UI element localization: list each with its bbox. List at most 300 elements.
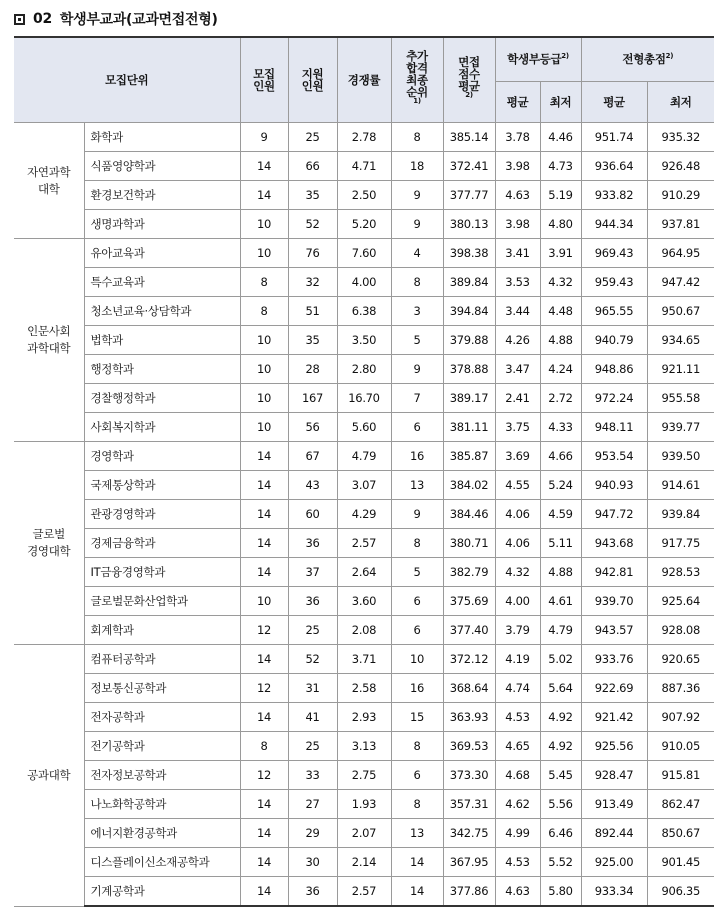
total-avg-cell: 933.34 [581, 877, 647, 907]
table-row [14, 210, 714, 239]
college-cell: 공과대학 [14, 645, 84, 907]
competition-rate-cell: 7.60 [337, 239, 391, 268]
competition-rate-cell: 4.00 [337, 268, 391, 297]
table-row [14, 587, 714, 616]
department-cell: 경영학과 [84, 442, 240, 471]
competition-rate-cell: 2.57 [337, 529, 391, 558]
quota-cell: 10 [240, 587, 288, 616]
interview-avg-cell: 381.11 [443, 413, 495, 442]
additional-rank-cell: 5 [391, 326, 443, 355]
total-avg-cell: 922.69 [581, 674, 647, 703]
header-additional-rank: 추가 합격 최종 순위 $^{1)}$ [391, 37, 443, 123]
total-min-cell: 914.61 [647, 471, 714, 500]
header-grade: 학생부등급$^{2)}$ [495, 37, 581, 82]
total-avg-cell: 943.68 [581, 529, 647, 558]
competition-rate-cell: 4.29 [337, 500, 391, 529]
competition-rate-cell: 3.50 [337, 326, 391, 355]
grade-avg-cell: 3.41 [495, 239, 540, 268]
competition-rate-cell: 5.60 [337, 413, 391, 442]
total-avg-cell: 913.49 [581, 790, 647, 819]
header-quota: 모집 인원 [240, 37, 288, 123]
grade-min-cell: 5.45 [540, 761, 581, 790]
grade-min-cell: 4.24 [540, 355, 581, 384]
interview-avg-cell: 380.71 [443, 529, 495, 558]
grade-min-cell: 6.46 [540, 819, 581, 848]
competition-rate-cell: 2.57 [337, 877, 391, 907]
department-cell: IT금융경영학과 [84, 558, 240, 587]
department-cell: 행정학과 [84, 355, 240, 384]
interview-avg-cell: 375.69 [443, 587, 495, 616]
additional-rank-cell: 14 [391, 877, 443, 907]
grade-min-cell: 5.19 [540, 181, 581, 210]
table-row [14, 877, 714, 907]
competition-rate-cell: 3.13 [337, 732, 391, 761]
applicants-cell: 37 [288, 558, 337, 587]
interview-avg-cell: 372.12 [443, 645, 495, 674]
total-avg-cell: 953.54 [581, 442, 647, 471]
department-cell: 에너지환경공학과 [84, 819, 240, 848]
interview-avg-cell: 385.14 [443, 123, 495, 152]
interview-avg-cell: 377.40 [443, 616, 495, 645]
interview-avg-cell: 382.79 [443, 558, 495, 587]
total-min-cell: 887.36 [647, 674, 714, 703]
interview-avg-cell: 389.84 [443, 268, 495, 297]
header-grade-min: 최저 [540, 82, 581, 123]
applicants-cell: 76 [288, 239, 337, 268]
applicants-cell: 66 [288, 152, 337, 181]
total-avg-cell: 947.72 [581, 500, 647, 529]
total-min-cell: 950.67 [647, 297, 714, 326]
applicants-cell: 43 [288, 471, 337, 500]
grade-min-cell: 4.73 [540, 152, 581, 181]
additional-rank-cell: 7 [391, 384, 443, 413]
grade-min-cell: 4.66 [540, 442, 581, 471]
competition-rate-cell: 2.93 [337, 703, 391, 732]
quota-cell: 10 [240, 210, 288, 239]
grade-avg-cell: 3.75 [495, 413, 540, 442]
additional-rank-cell: 9 [391, 355, 443, 384]
grade-avg-cell: 3.53 [495, 268, 540, 297]
applicants-cell: 25 [288, 123, 337, 152]
applicants-cell: 28 [288, 355, 337, 384]
grade-avg-cell: 4.19 [495, 645, 540, 674]
applicants-cell: 33 [288, 761, 337, 790]
grade-min-cell: 5.52 [540, 848, 581, 877]
grade-min-cell: 4.46 [540, 123, 581, 152]
table-row [14, 848, 714, 877]
header-total: 전형총점$^{2)}$ [581, 37, 714, 82]
table-row [14, 558, 714, 587]
interview-avg-cell: 363.93 [443, 703, 495, 732]
department-cell: 디스플레이신소재공학과 [84, 848, 240, 877]
total-min-cell: 921.11 [647, 355, 714, 384]
total-min-cell: 964.95 [647, 239, 714, 268]
grade-avg-cell: 4.26 [495, 326, 540, 355]
quota-cell: 14 [240, 152, 288, 181]
additional-rank-cell: 4 [391, 239, 443, 268]
department-cell: 사회복지학과 [84, 413, 240, 442]
additional-rank-cell: 8 [391, 123, 443, 152]
additional-rank-cell: 9 [391, 500, 443, 529]
table-row [14, 616, 714, 645]
grade-avg-cell: 4.53 [495, 848, 540, 877]
total-avg-cell: 940.79 [581, 326, 647, 355]
college-cell: 글로벌 경영대학 [14, 442, 84, 645]
total-avg-cell: 925.00 [581, 848, 647, 877]
interview-avg-cell: 380.13 [443, 210, 495, 239]
total-avg-cell: 936.64 [581, 152, 647, 181]
competition-rate-cell: 3.60 [337, 587, 391, 616]
admissions-results-table [14, 36, 714, 907]
total-avg-cell: 940.93 [581, 471, 647, 500]
grade-avg-cell: 3.47 [495, 355, 540, 384]
header-interview-avg: 면접 점수 평균 $^{2)}$ [443, 37, 495, 123]
total-min-cell: 850.67 [647, 819, 714, 848]
quota-cell: 12 [240, 761, 288, 790]
quota-cell: 12 [240, 674, 288, 703]
department-cell: 전기공학과 [84, 732, 240, 761]
total-min-cell: 935.32 [647, 123, 714, 152]
interview-avg-cell: 394.84 [443, 297, 495, 326]
table-row [14, 500, 714, 529]
applicants-cell: 60 [288, 500, 337, 529]
applicants-cell: 30 [288, 848, 337, 877]
total-min-cell: 910.29 [647, 181, 714, 210]
quota-cell: 14 [240, 645, 288, 674]
table-row [14, 355, 714, 384]
additional-rank-cell: 9 [391, 181, 443, 210]
competition-rate-cell: 1.93 [337, 790, 391, 819]
total-min-cell: 926.48 [647, 152, 714, 181]
total-avg-cell: 948.86 [581, 355, 647, 384]
grade-avg-cell: 4.32 [495, 558, 540, 587]
section-number: 02 [33, 11, 52, 27]
total-avg-cell: 959.43 [581, 268, 647, 297]
total-avg-cell: 892.44 [581, 819, 647, 848]
competition-rate-cell: 4.79 [337, 442, 391, 471]
additional-rank-cell: 8 [391, 529, 443, 558]
applicants-cell: 41 [288, 703, 337, 732]
grade-avg-cell: 4.53 [495, 703, 540, 732]
grade-min-cell: 4.92 [540, 732, 581, 761]
table-row [14, 529, 714, 558]
header-grade-avg: 평균 [495, 82, 540, 123]
grade-min-cell: 4.88 [540, 326, 581, 355]
department-cell: 청소년교육·상담학과 [84, 297, 240, 326]
interview-avg-cell: 369.53 [443, 732, 495, 761]
grade-min-cell: 4.33 [540, 413, 581, 442]
competition-rate-cell: 2.50 [337, 181, 391, 210]
grade-avg-cell: 2.41 [495, 384, 540, 413]
additional-rank-cell: 15 [391, 703, 443, 732]
additional-rank-cell: 18 [391, 152, 443, 181]
table-row [14, 790, 714, 819]
grade-min-cell: 5.11 [540, 529, 581, 558]
table-row [14, 732, 714, 761]
interview-avg-cell: 367.95 [443, 848, 495, 877]
additional-rank-cell: 16 [391, 674, 443, 703]
quota-cell: 14 [240, 877, 288, 907]
total-min-cell: 928.08 [647, 616, 714, 645]
table-row [14, 674, 714, 703]
additional-rank-cell: 6 [391, 587, 443, 616]
interview-avg-cell: 385.87 [443, 442, 495, 471]
department-cell: 화학과 [84, 123, 240, 152]
applicants-cell: 31 [288, 674, 337, 703]
grade-avg-cell: 3.79 [495, 616, 540, 645]
department-cell: 정보통신공학과 [84, 674, 240, 703]
interview-avg-cell: 389.17 [443, 384, 495, 413]
total-min-cell: 934.65 [647, 326, 714, 355]
table-row [14, 152, 714, 181]
department-cell: 컴퓨터공학과 [84, 645, 240, 674]
additional-rank-cell: 10 [391, 645, 443, 674]
header-total-min: 최저 [647, 82, 714, 123]
quota-cell: 10 [240, 384, 288, 413]
total-min-cell: 939.50 [647, 442, 714, 471]
grade-min-cell: 3.91 [540, 239, 581, 268]
total-min-cell: 947.42 [647, 268, 714, 297]
total-avg-cell: 951.74 [581, 123, 647, 152]
grade-avg-cell: 4.63 [495, 181, 540, 210]
college-cell: 자연과학 대학 [14, 123, 84, 239]
grade-min-cell: 4.92 [540, 703, 581, 732]
department-cell: 회계학과 [84, 616, 240, 645]
grade-avg-cell: 4.06 [495, 529, 540, 558]
department-cell: 특수교육과 [84, 268, 240, 297]
quota-cell: 14 [240, 703, 288, 732]
quota-cell: 14 [240, 819, 288, 848]
quota-cell: 14 [240, 471, 288, 500]
quota-cell: 10 [240, 239, 288, 268]
grade-min-cell: 4.80 [540, 210, 581, 239]
grade-avg-cell: 4.06 [495, 500, 540, 529]
interview-avg-cell: 384.46 [443, 500, 495, 529]
applicants-cell: 52 [288, 210, 337, 239]
grade-avg-cell: 4.99 [495, 819, 540, 848]
grade-avg-cell: 3.44 [495, 297, 540, 326]
total-min-cell: 901.45 [647, 848, 714, 877]
total-avg-cell: 939.70 [581, 587, 647, 616]
total-min-cell: 915.81 [647, 761, 714, 790]
total-avg-cell: 933.82 [581, 181, 647, 210]
quota-cell: 8 [240, 268, 288, 297]
total-min-cell: 907.92 [647, 703, 714, 732]
additional-rank-cell: 6 [391, 761, 443, 790]
grade-min-cell: 2.72 [540, 384, 581, 413]
additional-rank-cell: 13 [391, 471, 443, 500]
additional-rank-cell: 6 [391, 616, 443, 645]
header-total-avg: 평균 [581, 82, 647, 123]
applicants-cell: 67 [288, 442, 337, 471]
applicants-cell: 25 [288, 732, 337, 761]
total-avg-cell: 944.34 [581, 210, 647, 239]
quota-cell: 14 [240, 181, 288, 210]
grade-avg-cell: 4.68 [495, 761, 540, 790]
total-avg-cell: 925.56 [581, 732, 647, 761]
header-applicants: 지원 인원 [288, 37, 337, 123]
total-min-cell: 906.35 [647, 877, 714, 907]
table-row [14, 297, 714, 326]
quota-cell: 10 [240, 355, 288, 384]
competition-rate-cell: 2.58 [337, 674, 391, 703]
grade-min-cell: 5.02 [540, 645, 581, 674]
total-min-cell: 939.77 [647, 413, 714, 442]
section-title-text: 학생부교과(교과면접전형) [59, 12, 218, 28]
quota-cell: 10 [240, 413, 288, 442]
interview-avg-cell: 342.75 [443, 819, 495, 848]
additional-rank-cell: 6 [391, 413, 443, 442]
quota-cell: 14 [240, 558, 288, 587]
applicants-cell: 25 [288, 616, 337, 645]
table-row [14, 761, 714, 790]
grade-min-cell: 4.59 [540, 500, 581, 529]
department-cell: 관광경영학과 [84, 500, 240, 529]
competition-rate-cell: 2.08 [337, 616, 391, 645]
grade-min-cell: 4.32 [540, 268, 581, 297]
competition-rate-cell: 2.64 [337, 558, 391, 587]
quota-cell: 8 [240, 297, 288, 326]
additional-rank-cell: 8 [391, 268, 443, 297]
additional-rank-cell: 9 [391, 210, 443, 239]
grade-min-cell: 5.24 [540, 471, 581, 500]
table-row [14, 326, 714, 355]
grade-avg-cell: 3.69 [495, 442, 540, 471]
competition-rate-cell: 2.14 [337, 848, 391, 877]
table-row [14, 181, 714, 210]
total-min-cell: 937.81 [647, 210, 714, 239]
interview-avg-cell: 398.38 [443, 239, 495, 268]
grade-avg-cell: 4.74 [495, 674, 540, 703]
total-min-cell: 910.05 [647, 732, 714, 761]
applicants-cell: 36 [288, 877, 337, 907]
table-row [14, 471, 714, 500]
table-row [14, 384, 714, 413]
interview-avg-cell: 357.31 [443, 790, 495, 819]
competition-rate-cell: 2.78 [337, 123, 391, 152]
total-min-cell: 920.65 [647, 645, 714, 674]
grade-min-cell: 4.88 [540, 558, 581, 587]
total-min-cell: 862.47 [647, 790, 714, 819]
additional-rank-cell: 8 [391, 732, 443, 761]
competition-rate-cell: 2.80 [337, 355, 391, 384]
additional-rank-cell: 13 [391, 819, 443, 848]
table-row [14, 239, 714, 268]
total-avg-cell: 921.42 [581, 703, 647, 732]
grade-min-cell: 5.56 [540, 790, 581, 819]
total-min-cell: 928.53 [647, 558, 714, 587]
quota-cell: 14 [240, 848, 288, 877]
competition-rate-cell: 5.20 [337, 210, 391, 239]
interview-avg-cell: 373.30 [443, 761, 495, 790]
additional-rank-cell: 16 [391, 442, 443, 471]
grade-avg-cell: 4.00 [495, 587, 540, 616]
table-row [14, 123, 714, 152]
applicants-cell: 167 [288, 384, 337, 413]
quota-cell: 14 [240, 529, 288, 558]
competition-rate-cell: 4.71 [337, 152, 391, 181]
grade-min-cell: 5.80 [540, 877, 581, 907]
total-min-cell: 925.64 [647, 587, 714, 616]
competition-rate-cell: 3.07 [337, 471, 391, 500]
department-cell: 글로벌문화산업학과 [84, 587, 240, 616]
grade-min-cell: 4.48 [540, 297, 581, 326]
competition-rate-cell: 2.07 [337, 819, 391, 848]
total-avg-cell: 972.24 [581, 384, 647, 413]
grade-min-cell: 5.64 [540, 674, 581, 703]
interview-avg-cell: 377.86 [443, 877, 495, 907]
quota-cell: 8 [240, 732, 288, 761]
additional-rank-cell: 3 [391, 297, 443, 326]
section-title [14, 8, 218, 30]
competition-rate-cell: 6.38 [337, 297, 391, 326]
total-avg-cell: 969.43 [581, 239, 647, 268]
department-cell: 식품영양학과 [84, 152, 240, 181]
interview-avg-cell: 372.41 [443, 152, 495, 181]
total-avg-cell: 933.76 [581, 645, 647, 674]
department-cell: 생명과학과 [84, 210, 240, 239]
department-cell: 나노화학공학과 [84, 790, 240, 819]
additional-rank-cell: 14 [391, 848, 443, 877]
quota-cell: 12 [240, 616, 288, 645]
quota-cell: 14 [240, 442, 288, 471]
competition-rate-cell: 2.75 [337, 761, 391, 790]
interview-avg-cell: 384.02 [443, 471, 495, 500]
total-avg-cell: 965.55 [581, 297, 647, 326]
applicants-cell: 27 [288, 790, 337, 819]
quota-cell: 14 [240, 500, 288, 529]
total-min-cell: 917.75 [647, 529, 714, 558]
applicants-cell: 35 [288, 181, 337, 210]
interview-avg-cell: 377.77 [443, 181, 495, 210]
grade-avg-cell: 4.65 [495, 732, 540, 761]
table-row [14, 645, 714, 674]
header-competition: 경쟁률 [337, 37, 391, 123]
applicants-cell: 52 [288, 645, 337, 674]
applicants-cell: 32 [288, 268, 337, 297]
applicants-cell: 35 [288, 326, 337, 355]
total-avg-cell: 928.47 [581, 761, 647, 790]
grade-avg-cell: 4.55 [495, 471, 540, 500]
department-cell: 경제금융학과 [84, 529, 240, 558]
grade-avg-cell: 3.98 [495, 210, 540, 239]
applicants-cell: 29 [288, 819, 337, 848]
grade-avg-cell: 3.78 [495, 123, 540, 152]
table-row [14, 442, 714, 471]
total-min-cell: 939.84 [647, 500, 714, 529]
quota-cell: 10 [240, 326, 288, 355]
square-bullet-icon [14, 14, 25, 25]
total-avg-cell: 942.81 [581, 558, 647, 587]
quota-cell: 14 [240, 790, 288, 819]
competition-rate-cell: 16.70 [337, 384, 391, 413]
applicants-cell: 36 [288, 529, 337, 558]
grade-min-cell: 4.79 [540, 616, 581, 645]
table-row [14, 819, 714, 848]
table-row [14, 268, 714, 297]
grade-min-cell: 4.61 [540, 587, 581, 616]
department-cell: 유아교육과 [84, 239, 240, 268]
grade-avg-cell: 3.98 [495, 152, 540, 181]
quota-cell: 9 [240, 123, 288, 152]
grade-avg-cell: 4.63 [495, 877, 540, 907]
applicants-cell: 56 [288, 413, 337, 442]
total-avg-cell: 943.57 [581, 616, 647, 645]
interview-avg-cell: 379.88 [443, 326, 495, 355]
department-cell: 기계공학과 [84, 877, 240, 907]
applicants-cell: 51 [288, 297, 337, 326]
competition-rate-cell: 3.71 [337, 645, 391, 674]
